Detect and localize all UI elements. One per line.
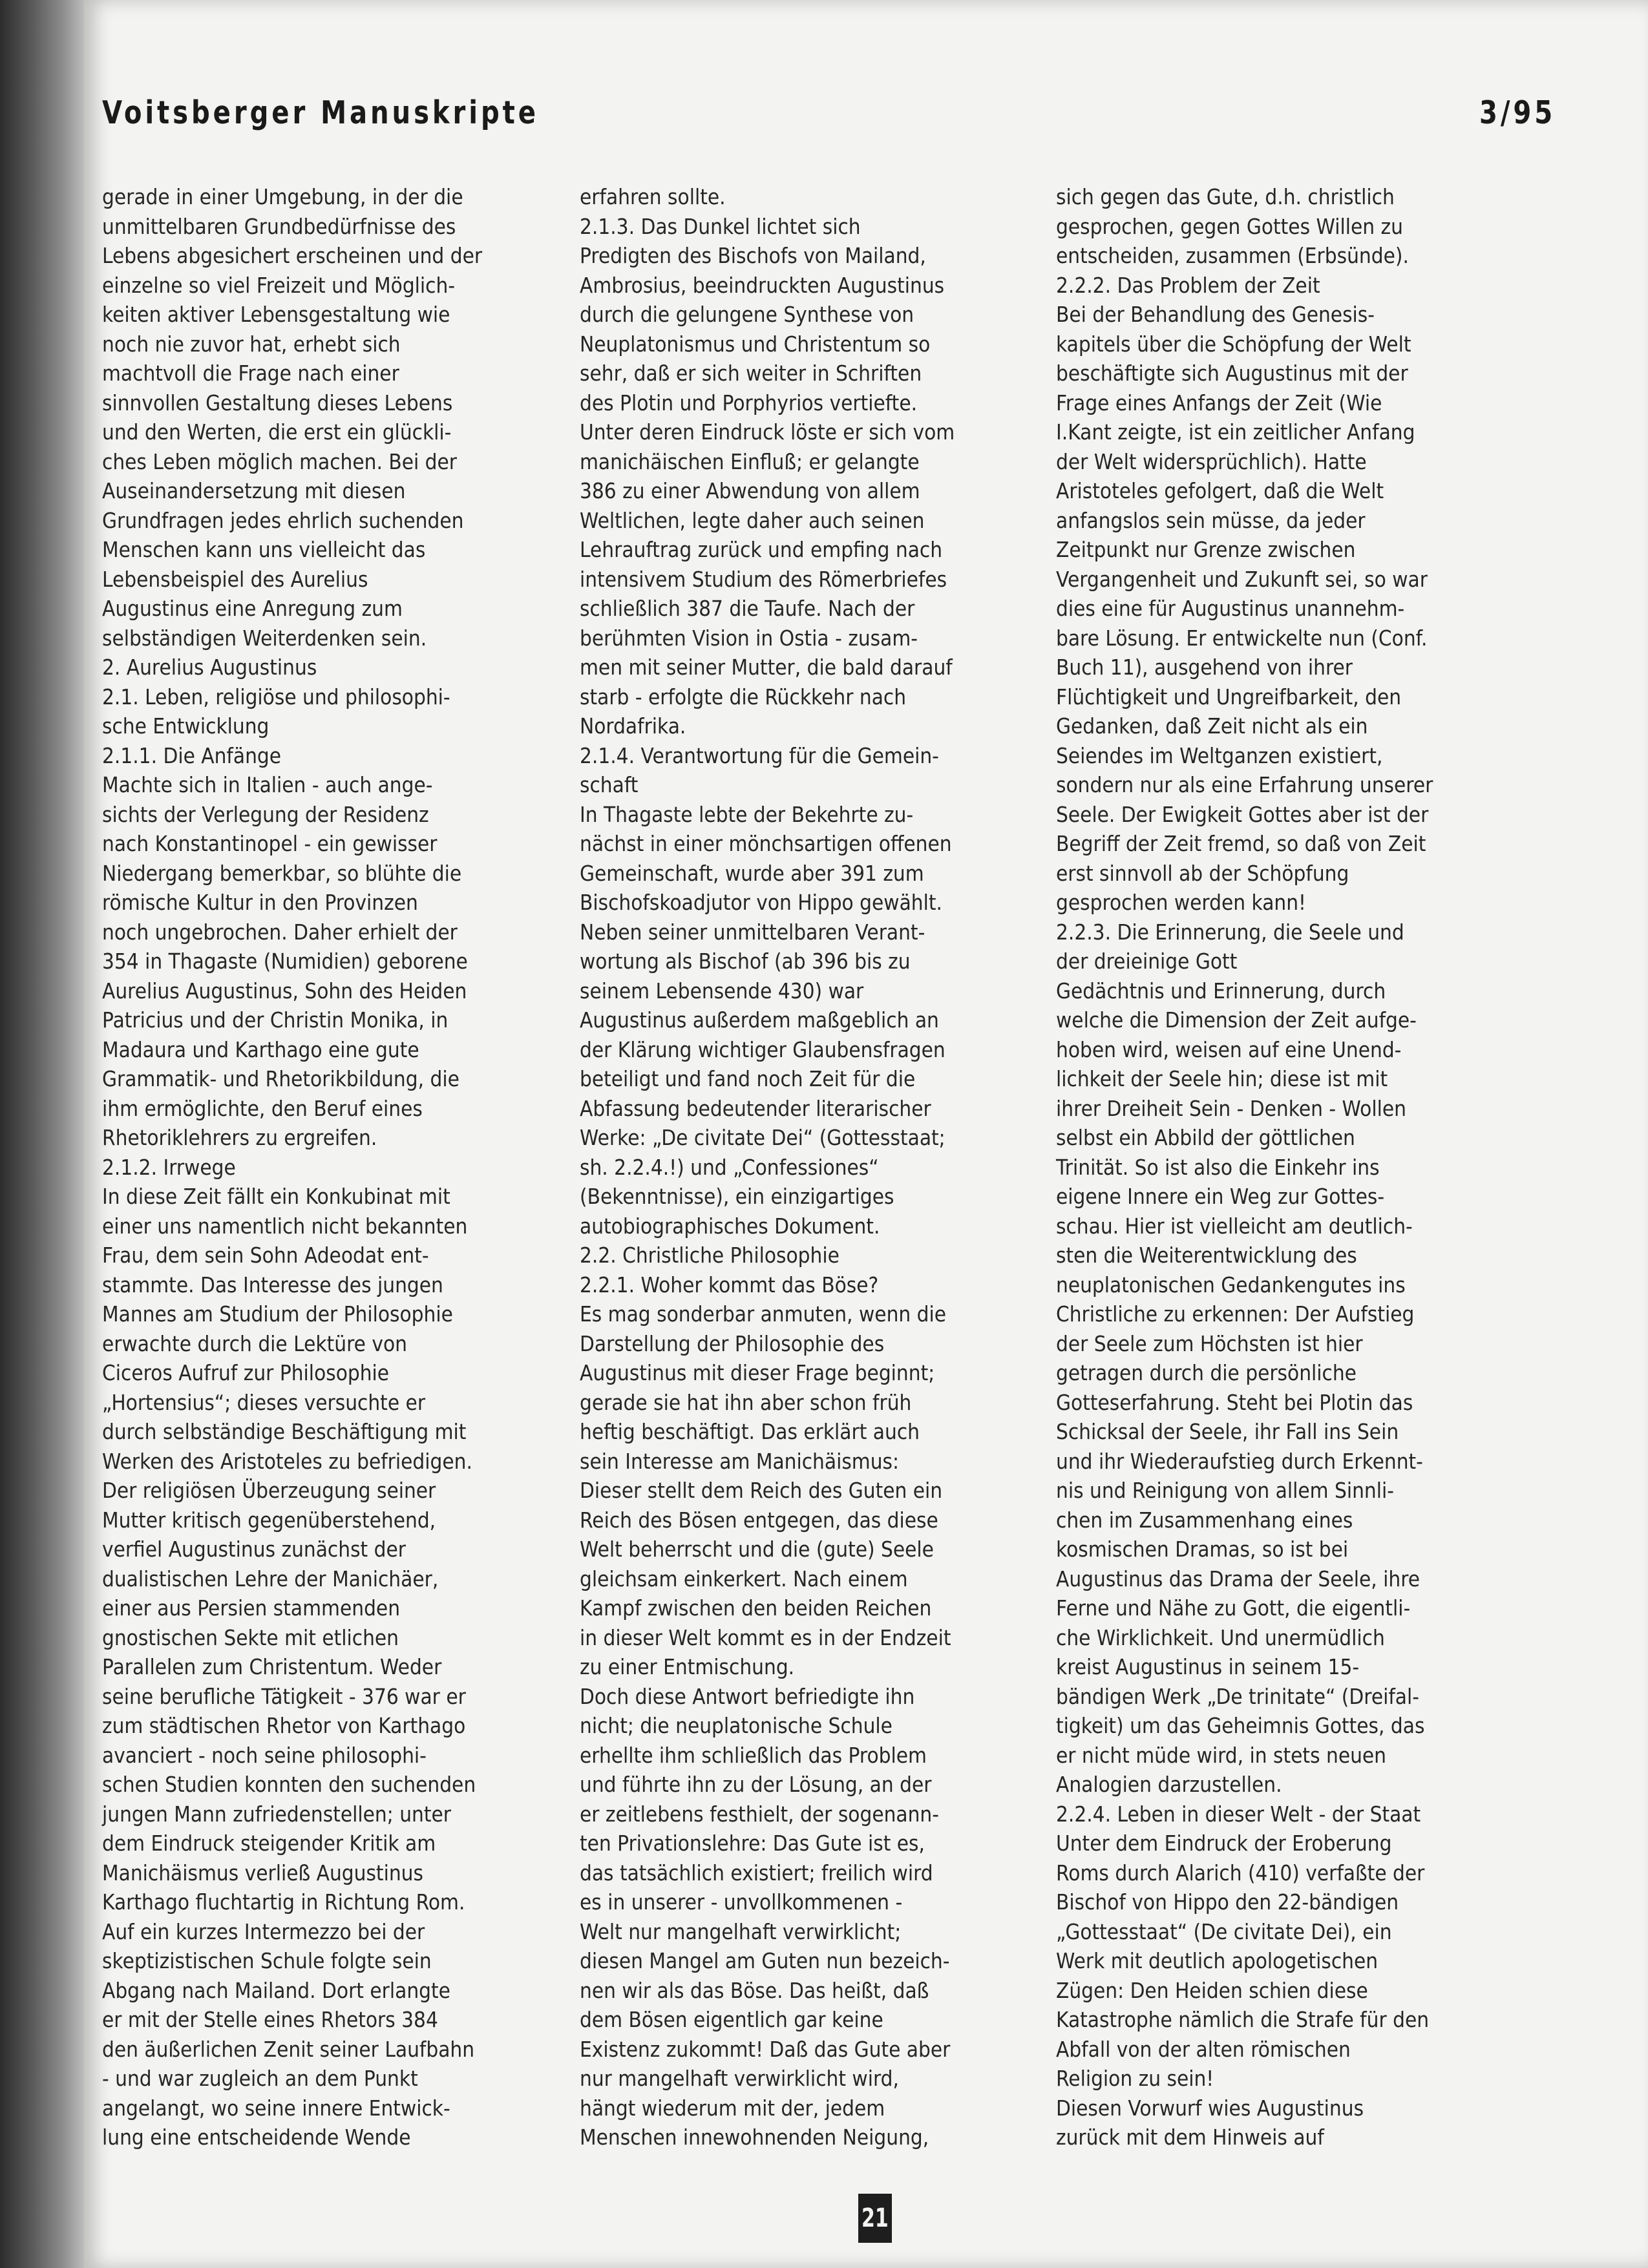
text-line: der Klärung wichtiger Glaubensfragen <box>580 1036 945 1062</box>
running-header <box>102 94 1556 132</box>
text-line: In diese Zeit fällt ein Konkubinat mit <box>102 1184 450 1209</box>
text-line: nen wir als das Böse. Das heißt, daß <box>580 1977 929 2003</box>
text-line: Doch diese Antwort befriedigte ihn <box>580 1683 915 1709</box>
text-line: kosmischen Dramas, so ist bei <box>1056 1537 1349 1562</box>
text-line: angelangt, wo seine innere Entwick- <box>102 2095 450 2121</box>
text-line: ten Privationslehre: Das Gute ist es, <box>580 1831 925 1856</box>
text-line: der dreieinige Gott <box>1056 949 1238 974</box>
text-line: und ihr Wiederaufstieg durch Erkennt- <box>1056 1448 1423 1474</box>
text-line: Niedergang bemerkbar, so blühte die <box>102 860 462 886</box>
text-line: welche die Dimension der Zeit aufge- <box>1056 1007 1417 1033</box>
text-line: 354 in Thagaste (Numidien) geborene <box>102 949 468 974</box>
text-line: schaft <box>580 772 639 797</box>
text-line: Lebens abgesichert erscheinen und der <box>102 243 483 268</box>
text-line: Katastrophe nämlich die Strafe für den <box>1056 2007 1430 2032</box>
text-line: Zügen: Den Heiden schien diese <box>1056 1977 1368 2003</box>
text-line: Aristoteles gefolgert, daß die Welt <box>1056 478 1384 503</box>
issue-number: 3/95 <box>1479 94 1556 131</box>
text-line: Diesen Vorwurf wies Augustinus <box>1056 2095 1364 2121</box>
text-line: 2.1.2. Irrwege <box>102 1154 236 1180</box>
text-line: Augustinus mit dieser Frage beginnt; <box>580 1360 935 1385</box>
text-line: Rhetoriklehrers zu ergreifen. <box>102 1125 377 1150</box>
text-line: noch ungebrochen. Daher erhielt der <box>102 919 458 945</box>
text-line: Roms durch Alarich (410) verfaßte der <box>1056 1860 1425 1885</box>
text-line: Trinität. So ist also die Einkehr ins <box>1056 1154 1380 1180</box>
text-line: Menschen kann uns vielleicht das <box>102 537 426 562</box>
text-line: ihrer Dreiheit Sein - Denken - Wollen <box>1056 1095 1406 1121</box>
text-line: es in unserer - unvollkommenen - <box>580 1889 903 1915</box>
text-line: Ferne und Nähe zu Gott, die eigentli- <box>1056 1595 1411 1621</box>
text-line: erhellte ihm schließlich das Problem <box>580 1742 927 1768</box>
text-column-left <box>102 182 537 2152</box>
text-line: Welt beherrscht und die (gute) Seele <box>580 1537 934 1562</box>
text-line: keiten aktiver Lebensgestaltung wie <box>102 302 450 327</box>
text-line: schau. Hier ist vielleicht am deutlich- <box>1056 1213 1413 1239</box>
text-line: autobiographisches Dokument. <box>580 1213 880 1239</box>
text-line: heftig beschäftigt. Das erklärt auch <box>580 1419 920 1444</box>
text-line: Schicksal der Seele, ihr Fall ins Sein <box>1056 1419 1399 1444</box>
text-line: seinem Lebensende 430) war <box>580 978 864 1003</box>
text-line: lung eine entscheidende Wende <box>102 2125 411 2150</box>
text-line: entscheiden, zusammen (Erbsünde). <box>1056 243 1409 268</box>
text-line: sich gegen das Gute, d.h. christlich <box>1056 184 1395 209</box>
text-line: (Bekenntnisse), ein einzigartiges <box>580 1184 894 1209</box>
text-line: zu einer Entmischung. <box>580 1654 795 1679</box>
text-line: beschäftigte sich Augustinus mit der <box>1056 361 1408 386</box>
text-line: Zeitpunkt nur Grenze zwischen <box>1056 537 1356 562</box>
text-line: Es mag sonderbar anmuten, wenn die <box>580 1301 947 1327</box>
text-line: Der religiösen Überzeugung seiner <box>102 1478 436 1503</box>
text-line: sein Interesse am Manichäismus: <box>580 1448 900 1474</box>
text-line: Frage eines Anfangs der Zeit (Wie <box>1056 390 1382 415</box>
text-line: nicht; die neuplatonische Schule <box>580 1713 893 1738</box>
text-line: Neben seiner unmittelbaren Verant- <box>580 919 925 945</box>
text-line: starb - erfolgte die Rückkehr nach <box>580 684 907 709</box>
text-line: Gotteserfahrung. Steht bei Plotin das <box>1056 1389 1413 1415</box>
text-line: Christliche zu erkennen: Der Aufstieg <box>1056 1301 1415 1327</box>
text-line: unmittelbaren Grundbedürfnisse des <box>102 213 456 239</box>
text-line: stammte. Das Interesse des jungen <box>102 1272 443 1297</box>
text-line: Weltlichen, legte daher auch seinen <box>580 507 925 533</box>
text-line: eigene Innere ein Weg zur Gottes- <box>1056 1184 1385 1209</box>
text-line: dem Bösen eigentlich gar keine <box>580 2007 883 2032</box>
text-line: Aurelius Augustinus, Sohn des Heiden <box>102 978 467 1003</box>
text-line: zurück mit dem Hinweis auf <box>1056 2125 1324 2150</box>
text-line: anfangslos sein müsse, da jeder <box>1056 507 1366 533</box>
text-line: verfiel Augustinus zunächst der <box>102 1537 406 1562</box>
text-line: gleichsam einkerkert. Nach einem <box>580 1566 908 1591</box>
text-line: Grundfragen jedes ehrlich suchenden <box>102 507 464 533</box>
text-line: sten die Weiterentwicklung des <box>1056 1243 1357 1268</box>
text-line: gesprochen werden kann! <box>1056 890 1306 915</box>
text-line: Bei der Behandlung des Genesis- <box>1056 302 1375 327</box>
text-line: che Wirklichkeit. Und unermüdlich <box>1056 1624 1385 1650</box>
text-line: Darstellung der Philosophie des <box>580 1330 885 1356</box>
text-line: des Plotin und Porphyrios vertiefte. <box>580 390 918 415</box>
text-line: sichts der Verlegung der Residenz <box>102 801 429 827</box>
text-line: Gedanken, daß Zeit nicht als ein <box>1056 713 1368 739</box>
text-line: erfahren sollte. <box>580 184 726 209</box>
text-line: dies eine für Augustinus unannehm- <box>1056 596 1405 621</box>
text-line: 2.2.1. Woher kommt das Böse? <box>580 1272 879 1297</box>
text-line: bändigen Werk „De trinitate“ (Dreifal- <box>1056 1683 1419 1709</box>
text-line: bare Lösung. Er entwickelte nun (Conf. <box>1056 625 1428 651</box>
text-line: sinnvollen Gestaltung dieses Lebens <box>102 390 453 415</box>
text-line: ihm ermöglichte, den Beruf eines <box>102 1095 423 1121</box>
text-line: „Hortensius“; dieses versuchte er <box>102 1389 426 1415</box>
text-line: Werk mit deutlich apologetischen <box>1056 1948 1379 1973</box>
text-line: und führte ihn zu der Lösung, an der <box>580 1772 932 1797</box>
text-line: das tatsächlich existiert; freilich wird <box>580 1860 933 1885</box>
text-line: sh. 2.2.4.!) und „Confessiones“ <box>580 1154 879 1180</box>
text-line: 2.2.2. Das Problem der Zeit <box>1056 272 1320 298</box>
text-line: Abgang nach Mailand. Dort erlangte <box>102 1977 450 2003</box>
text-line: Lebensbeispiel des Aurelius <box>102 566 368 592</box>
text-line: avanciert - noch seine philosophi- <box>102 1742 427 1768</box>
text-line: er nicht müde wird, in stets neuen <box>1056 1742 1387 1768</box>
text-line: selbst ein Abbild der göttlichen <box>1056 1125 1355 1150</box>
text-line: 2.2.3. Die Erinnerung, die Seele und <box>1056 919 1404 945</box>
scan-background-edge <box>0 0 84 2268</box>
text-line: römische Kultur in den Provinzen <box>102 890 418 915</box>
text-line: den äußerlichen Zenit seiner Laufbahn <box>102 2036 475 2062</box>
text-line: neuplatonischen Gedankengutes ins <box>1056 1272 1406 1297</box>
text-line: durch selbständige Beschäftigung mit <box>102 1419 467 1444</box>
text-line: beteiligt und fand noch Zeit für die <box>580 1066 916 1091</box>
text-line: Madaura und Karthago eine gute <box>102 1036 419 1062</box>
text-line: nach Konstantinopel - ein gewisser <box>102 831 438 856</box>
text-line: 2.1.3. Das Dunkel lichtet sich <box>580 213 861 239</box>
text-line: hoben wird, weisen auf eine Unend- <box>1056 1036 1402 1062</box>
text-line: gesprochen, gegen Gottes Willen zu <box>1056 213 1403 239</box>
text-line: 2.1.1. Die Anfänge <box>102 742 282 768</box>
text-line: Abfassung bedeutender literarischer <box>580 1095 931 1121</box>
text-line: Mannes am Studium der Philosophie <box>102 1301 453 1327</box>
text-line: tigkeit) um das Geheimnis Gottes, das <box>1056 1713 1425 1738</box>
page-number-badge <box>858 2194 892 2243</box>
text-column-right <box>1056 182 1510 2152</box>
text-line: 2.1. Leben, religiöse und philosophi- <box>102 684 450 709</box>
text-line: Parallelen zum Christentum. Weder <box>102 1654 442 1679</box>
text-line: hängt wiederum mit der, jedem <box>580 2095 885 2121</box>
text-line: er zeitlebens festhielt, der sogenann- <box>580 1801 939 1827</box>
text-line: Gedächtnis und Erinnerung, durch <box>1056 978 1386 1003</box>
text-line: „Gottesstaat“ (De civitate Dei), ein <box>1056 1918 1392 1944</box>
text-line: Ambrosius, beeindruckten Augustinus <box>580 272 945 298</box>
text-line: einer aus Persien stammenden <box>102 1595 401 1621</box>
text-line: - und war zugleich an dem Punkt <box>102 2066 418 2091</box>
text-line: I.Kant zeigte, ist ein zeitlicher Anfang <box>1056 419 1415 445</box>
text-line: 2.1.4. Verantwortung für die Gemein- <box>580 742 939 768</box>
text-line: Mutter kritisch gegenüberstehend, <box>102 1507 436 1533</box>
text-line: Neuplatonismus und Christentum so <box>580 331 931 357</box>
text-line: dem Eindruck steigender Kritik am <box>102 1831 436 1856</box>
text-line: wortung als Bischof (ab 396 bis zu <box>580 949 911 974</box>
text-line: noch nie zuvor hat, erhebt sich <box>102 331 401 357</box>
text-line: 2.2.4. Leben in dieser Welt - der Staat <box>1056 1801 1421 1827</box>
text-line: einer uns namentlich nicht bekannten <box>102 1213 468 1239</box>
text-line: men mit seiner Mutter, die bald darauf <box>580 655 953 680</box>
text-line: gerade in einer Umgebung, in der die <box>102 184 463 209</box>
text-line: schen Studien konnten den suchenden <box>102 1772 476 1797</box>
text-line: Seiendes im Weltganzen existiert, <box>1056 742 1383 768</box>
text-line: Augustinus eine Anregung zum <box>102 596 403 621</box>
text-line: schließlich 387 die Taufe. Nach der <box>580 596 915 621</box>
text-line: Seele. Der Ewigkeit Gottes aber ist der <box>1056 801 1429 827</box>
text-line: Existenz zukommt! Daß das Gute aber <box>580 2036 951 2062</box>
text-line: sche Entwicklung <box>102 713 269 739</box>
text-line: Frau, dem sein Sohn Adeodat ent- <box>102 1243 429 1268</box>
text-line: chen im Zusammenhang eines <box>1056 1507 1353 1533</box>
text-line: manichäischen Einfluß; er gelangte <box>580 448 920 474</box>
text-line: lichkeit der Seele hin; diese ist mit <box>1056 1066 1388 1091</box>
text-line: dualistischen Lehre der Manichäer, <box>102 1566 439 1591</box>
text-line: Bischofskoadjutor von Hippo gewählt. <box>580 890 942 915</box>
text-line: und den Werten, die erst ein glückli- <box>102 419 452 445</box>
text-line: Analogien darzustellen. <box>1056 1772 1282 1797</box>
text-line: diesen Mangel am Guten nun bezeich- <box>580 1948 950 1973</box>
text-line: Abfall von der alten römischen <box>1056 2036 1351 2062</box>
text-line: Unter deren Eindruck löste er sich vom <box>580 419 955 445</box>
text-line: Welt nur mangelhaft verwirklicht; <box>580 1918 902 1944</box>
text-line: Menschen innewohnenden Neigung, <box>580 2125 929 2150</box>
text-line: sehr, daß er sich weiter in Schriften <box>580 361 922 386</box>
text-line: Begriff der Zeit fremd, so daß von Zeit <box>1056 831 1426 856</box>
text-line: getragen durch die persönliche <box>1056 1360 1357 1385</box>
text-line: Augustinus das Drama der Seele, ihre <box>1056 1566 1421 1591</box>
text-line: Vergangenheit und Zukunft sei, so war <box>1056 566 1428 592</box>
text-line: Machte sich in Italien - auch ange- <box>102 772 433 797</box>
text-line: Lehrauftrag zurück und empfing nach <box>580 537 943 562</box>
text-line: Reich des Bösen entgegen, das diese <box>580 1507 938 1533</box>
text-line: In Thagaste lebte der Bekehrte zu- <box>580 801 914 827</box>
text-line: Predigten des Bischofs von Mailand, <box>580 243 926 268</box>
text-line: der Seele zum Höchsten ist hier <box>1056 1330 1363 1356</box>
text-line: Auf ein kurzes Intermezzo bei der <box>102 1918 425 1944</box>
text-line: 386 zu einer Abwendung von allem <box>580 478 920 503</box>
text-line: er mit der Stelle eines Rhetors 384 <box>102 2007 438 2032</box>
text-line: gerade sie hat ihn aber schon früh <box>580 1389 912 1415</box>
text-line: Augustinus außerdem maßgeblich an <box>580 1007 939 1033</box>
publication-title: Voitsberger Manuskripte <box>102 94 539 131</box>
text-line: selbständigen Weiterdenken sein. <box>102 625 427 651</box>
text-column-middle <box>580 182 1015 2152</box>
text-line: nur mangelhaft verwirklicht wird, <box>580 2066 899 2091</box>
text-line: Auseinandersetzung mit diesen <box>102 478 406 503</box>
text-line: 2. Aurelius Augustinus <box>102 655 317 680</box>
text-line: ches Leben möglich machen. Bei der <box>102 448 458 474</box>
text-line: der Welt widersprüchlich). Hatte <box>1056 448 1367 474</box>
text-line: sondern nur als eine Erfahrung unserer <box>1056 772 1433 797</box>
text-line: Patricius und der Christin Monika, in <box>102 1007 449 1033</box>
text-line: Unter dem Eindruck der Eroberung <box>1056 1831 1392 1856</box>
text-line: kreist Augustinus in seinem 15- <box>1056 1654 1360 1679</box>
text-line: seine berufliche Tätigkeit - 376 war er <box>102 1683 466 1709</box>
page-number: 21 <box>861 2203 889 2233</box>
text-line: durch die gelungene Synthese von <box>580 302 914 327</box>
text-line: gnostischen Sekte mit etlichen <box>102 1624 399 1650</box>
text-line: in dieser Welt kommt es in der Endzeit <box>580 1624 951 1650</box>
text-line: kapitels über die Schöpfung der Welt <box>1056 331 1411 357</box>
text-line: Nordafrika. <box>580 713 686 739</box>
text-line: Dieser stellt dem Reich des Guten ein <box>580 1478 943 1503</box>
text-line: zum städtischen Rhetor von Karthago <box>102 1713 466 1738</box>
text-line: jungen Mann zufriedenstellen; unter <box>102 1801 451 1827</box>
text-line: Grammatik- und Rhetorikbildung, die <box>102 1066 460 1091</box>
text-line: skeptizistischen Schule folgte sein <box>102 1948 432 1973</box>
text-line: 2.2. Christliche Philosophie <box>580 1243 840 1268</box>
text-line: Kampf zwischen den beiden Reichen <box>580 1595 932 1621</box>
text-line: nis und Reinigung von allem Sinnli- <box>1056 1478 1394 1503</box>
text-line: Buch 11), ausgehend von ihrer <box>1056 655 1353 680</box>
text-line: Bischof von Hippo den 22-bändigen <box>1056 1889 1399 1915</box>
text-line: Manichäismus verließ Augustinus <box>102 1860 423 1885</box>
text-line: machtvoll die Frage nach einer <box>102 361 399 386</box>
text-line: Ciceros Aufruf zur Philosophie <box>102 1360 390 1385</box>
text-line: Werke: „De civitate Dei“ (Gottesstaat; <box>580 1125 945 1150</box>
text-line: nächst in einer mönchsartigen offenen <box>580 831 952 856</box>
text-line: Religion zu sein! <box>1056 2066 1214 2091</box>
text-line: Werken des Aristoteles zu befriedigen. <box>102 1448 472 1474</box>
text-line: Gemeinschaft, wurde aber 391 zum <box>580 860 924 886</box>
text-line: Karthago fluchtartig in Richtung Rom. <box>102 1889 465 1915</box>
text-line: erst sinnvoll ab der Schöpfung <box>1056 860 1349 886</box>
text-line: berühmten Vision in Ostia - zusam- <box>580 625 918 651</box>
text-line: intensivem Studium des Römerbriefes <box>580 566 947 592</box>
text-line: erwachte durch die Lektüre von <box>102 1330 407 1356</box>
text-line: Flüchtigkeit und Ungreifbarkeit, den <box>1056 684 1402 709</box>
text-line: einzelne so viel Freizeit und Möglich- <box>102 272 456 298</box>
